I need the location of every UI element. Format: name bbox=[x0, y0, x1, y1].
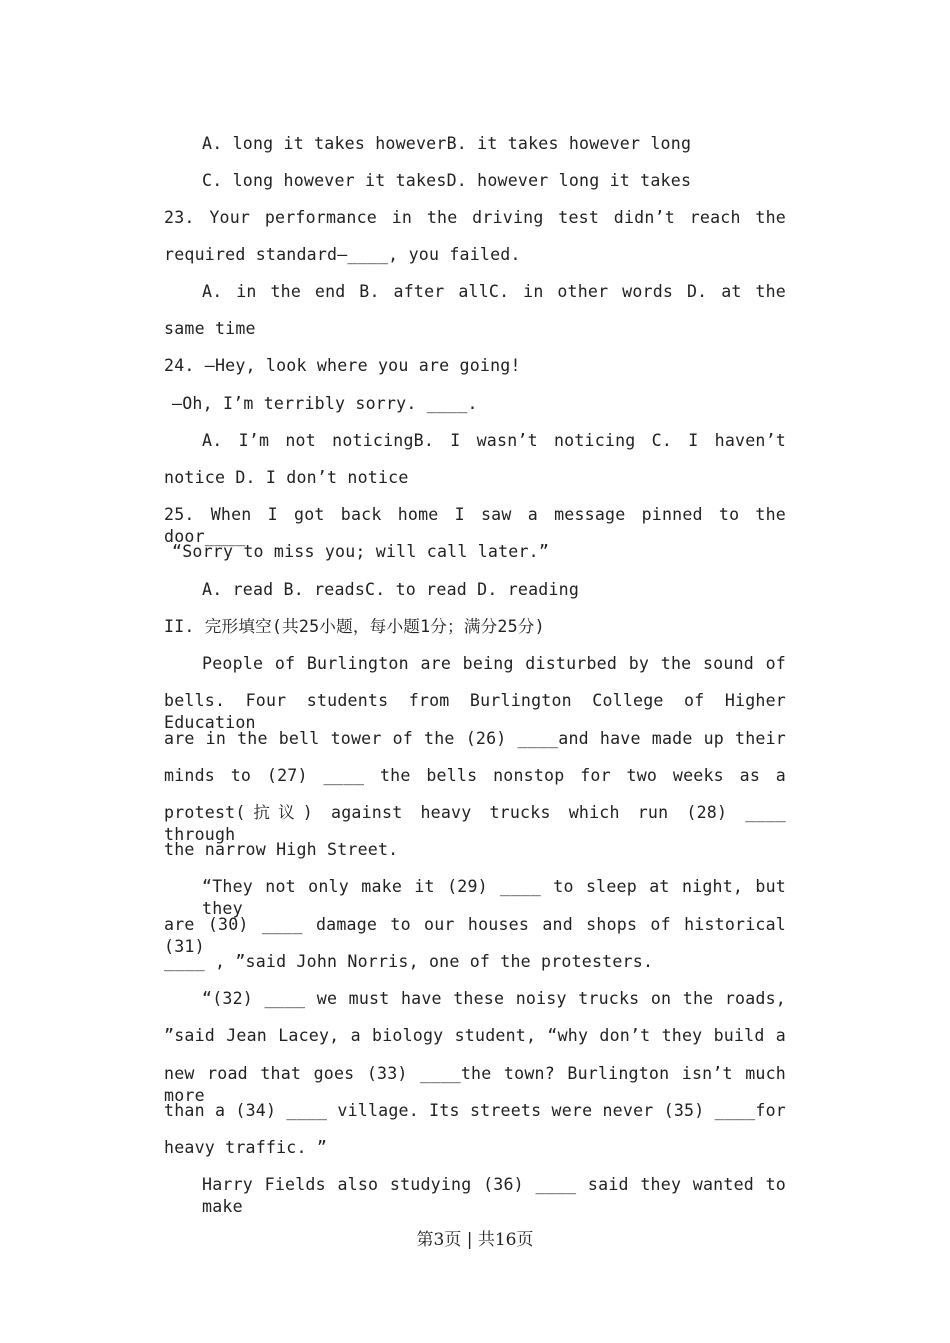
options-24-cont: notice D. I don’t notice bbox=[164, 468, 409, 487]
cloze-paragraph-line: People of Burlington are being disturbed by the sound of bbox=[202, 654, 786, 673]
cloze-paragraph-line: ____ , ”said John Norris, one of the protesters. bbox=[164, 952, 654, 971]
cloze-paragraph-line: new road that goes (33) ____the town? Burlington isn’t much more bbox=[164, 1064, 786, 1105]
cloze-paragraph-line: the narrow High Street. bbox=[164, 840, 399, 859]
page-footer: 第3页 | 共16页 bbox=[416, 1230, 534, 1250]
cloze-paragraph-line: “They not only make it (29) ____ to sleep at night, but they bbox=[202, 877, 786, 918]
cloze-paragraph-line: than a (34) ____ village. Its streets were never (35) ____for bbox=[164, 1101, 786, 1120]
cloze-paragraph-line: bells. Four students from Burlington College of Higher Education bbox=[164, 691, 786, 732]
cloze-paragraph-line: “(32) ____ we must have these noisy trucks on the roads, bbox=[202, 989, 786, 1008]
section-heading-cloze: II. 完形填空(共25小题，每小题1分；满分25分) bbox=[164, 617, 545, 636]
cloze-paragraph-line: heavy traffic. ” bbox=[164, 1138, 328, 1157]
cloze-paragraph-line: minds to (27) ____ the bells nonstop for two weeks as a bbox=[164, 766, 786, 785]
options-23: A. in the end B. after allC. in other words D. at the bbox=[202, 282, 786, 301]
options-25: A. read B. readsC. to read D. reading bbox=[202, 580, 580, 599]
cloze-paragraph-line: ”said Jean Lacey, a biology student, “why don’t they build a bbox=[164, 1026, 786, 1045]
option-line-22ab: A. long it takes howeverB. it takes however long bbox=[202, 134, 692, 153]
question-23: 23. Your performance in the driving test didn’t reach the bbox=[164, 208, 786, 227]
cloze-paragraph-line: are in the bell tower of the (26) ____and have made up their bbox=[164, 729, 786, 748]
cloze-paragraph-line: protest(抗议) against heavy trucks which run (28) ____ through bbox=[164, 803, 786, 844]
cloze-paragraph-line: Harry Fields also studying (36) ____ said they wanted to make bbox=[202, 1175, 786, 1216]
question-23-cont: required standard—____, you failed. bbox=[164, 245, 521, 264]
question-25: 25. When I got back home I saw a message pinned to the door____ bbox=[164, 505, 786, 546]
option-line-22cd: C. long however it takesD. however long it takes bbox=[202, 171, 692, 190]
question-25-quote: “Sorry to miss you; will call later.” bbox=[172, 542, 550, 561]
question-24-reply: —Oh, I’m terribly sorry. ____. bbox=[172, 394, 478, 413]
cloze-paragraph-line: are (30) ____ damage to our houses and shops of historical (31) bbox=[164, 915, 786, 956]
options-24: A. I’m not noticingB. I wasn’t noticing C. I haven’t bbox=[202, 431, 786, 450]
options-23-cont: same time bbox=[164, 319, 256, 338]
question-24: 24. —Hey, look where you are going! bbox=[164, 356, 521, 375]
